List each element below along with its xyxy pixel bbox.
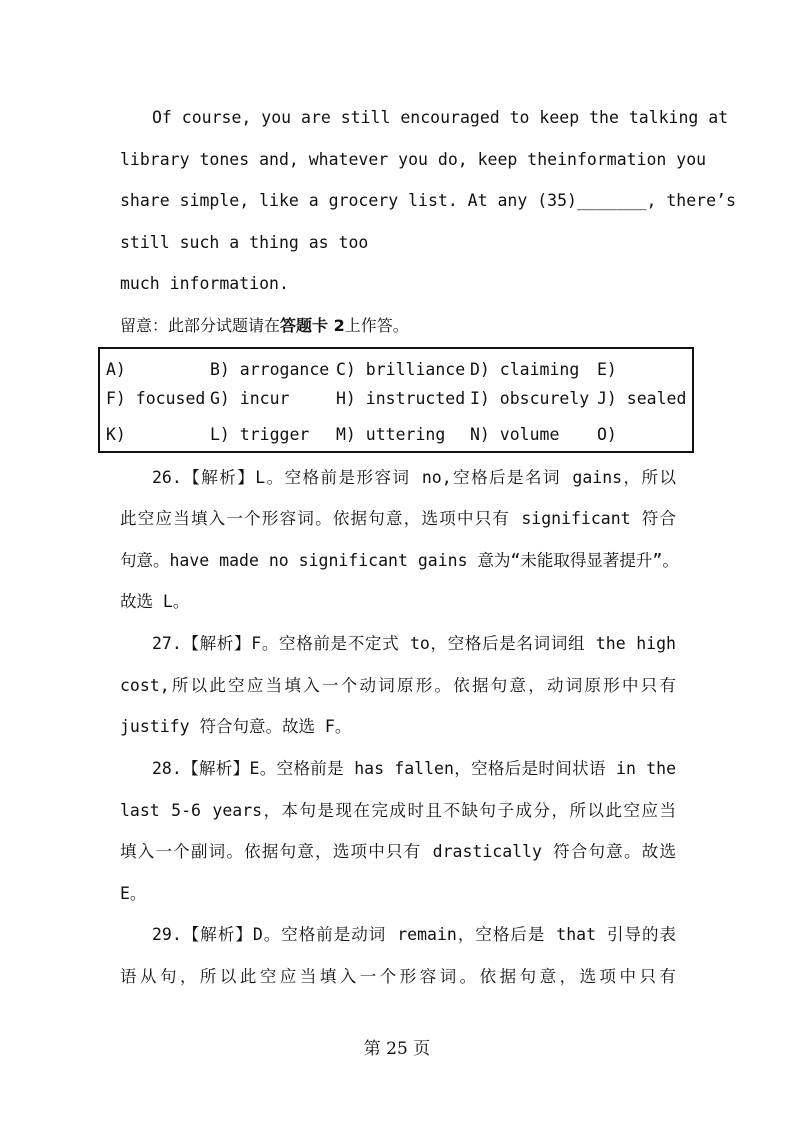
passage-line-3: share simple, like a grocery list. At any (35)_______, there’s [120, 191, 736, 210]
option-k: K) [106, 425, 126, 444]
option-l: L) trigger [210, 425, 310, 444]
option-h: H) instructed [336, 389, 466, 408]
page-number: 第 25 页 [363, 1039, 431, 1059]
explanation-line-1: 26.【解析】L。空格前是形容词 no,空格后是名词 gains，所以 [152, 468, 676, 487]
explanation-line-3: 句意。have made no significant gains 意为“未能取得显著提升”。 [120, 551, 679, 570]
option-o: O) [597, 425, 617, 444]
option-b: B) arrogance [210, 360, 330, 379]
explanation-line-4: 故选 L。 [120, 592, 190, 611]
option-i: I) obscurely [470, 389, 590, 408]
word-bank-box [98, 347, 694, 453]
passage-line-4: still such a thing as too [120, 233, 369, 252]
option-d: D) claiming [470, 360, 580, 379]
explanation-line-6: cost,所以此空应当填入一个动词原形。依据句意，动词原形中只有 [120, 676, 676, 695]
explanation-line-8: 28.【解析】E。空格前是 has fallen，空格后是时间状语 in the [152, 759, 676, 778]
option-e: E) [597, 360, 617, 379]
explanation-line-11: E。 [120, 884, 147, 903]
option-a: A) [106, 360, 126, 379]
explanation-line-2: 此空应当填入一个形容词。依据句意，选项中只有 significant 符合 [120, 509, 676, 528]
option-n: N) volume [470, 425, 560, 444]
explanation-line-13: 语从句，所以此空应当填入一个形容词。依据句意，选项中只有 [120, 967, 676, 986]
explanation-line-7: justify 符合句意。故选 F。 [120, 717, 352, 736]
option-c: C) brilliance [336, 360, 466, 379]
explanation-line-5: 27.【解析】F。空格前是不定式 to，空格后是名词词组 the high [152, 634, 676, 653]
option-g: G) incur [210, 389, 290, 408]
passage-line-1: Of course, you are still encouraged to keep the talking at [152, 108, 729, 127]
explanation-line-12: 29.【解析】D。空格前是动词 remain，空格后是 that 引导的表 [152, 925, 676, 944]
note-prefix: 留意：此部分试题请在 [120, 316, 281, 335]
passage-line-5: much information. [120, 274, 289, 293]
explanation-line-10: 填入一个副词。依据句意，选项中只有 drastically 符合句意。故选 [120, 842, 676, 861]
option-j: J) sealed [597, 389, 687, 408]
explanation-line-9: last 5-6 years，本句是现在完成时且不缺句子成分，所以此空应当 [120, 801, 676, 820]
note-bold: 答题卡 2 [280, 316, 345, 335]
note-suffix: 上作答。 [344, 316, 409, 335]
option-f: F) focused [106, 389, 206, 408]
option-m: M) uttering [336, 425, 446, 444]
passage-line-2: library tones and, whatever you do, keep theinformation you [120, 150, 707, 169]
answer-card-note [120, 315, 676, 337]
